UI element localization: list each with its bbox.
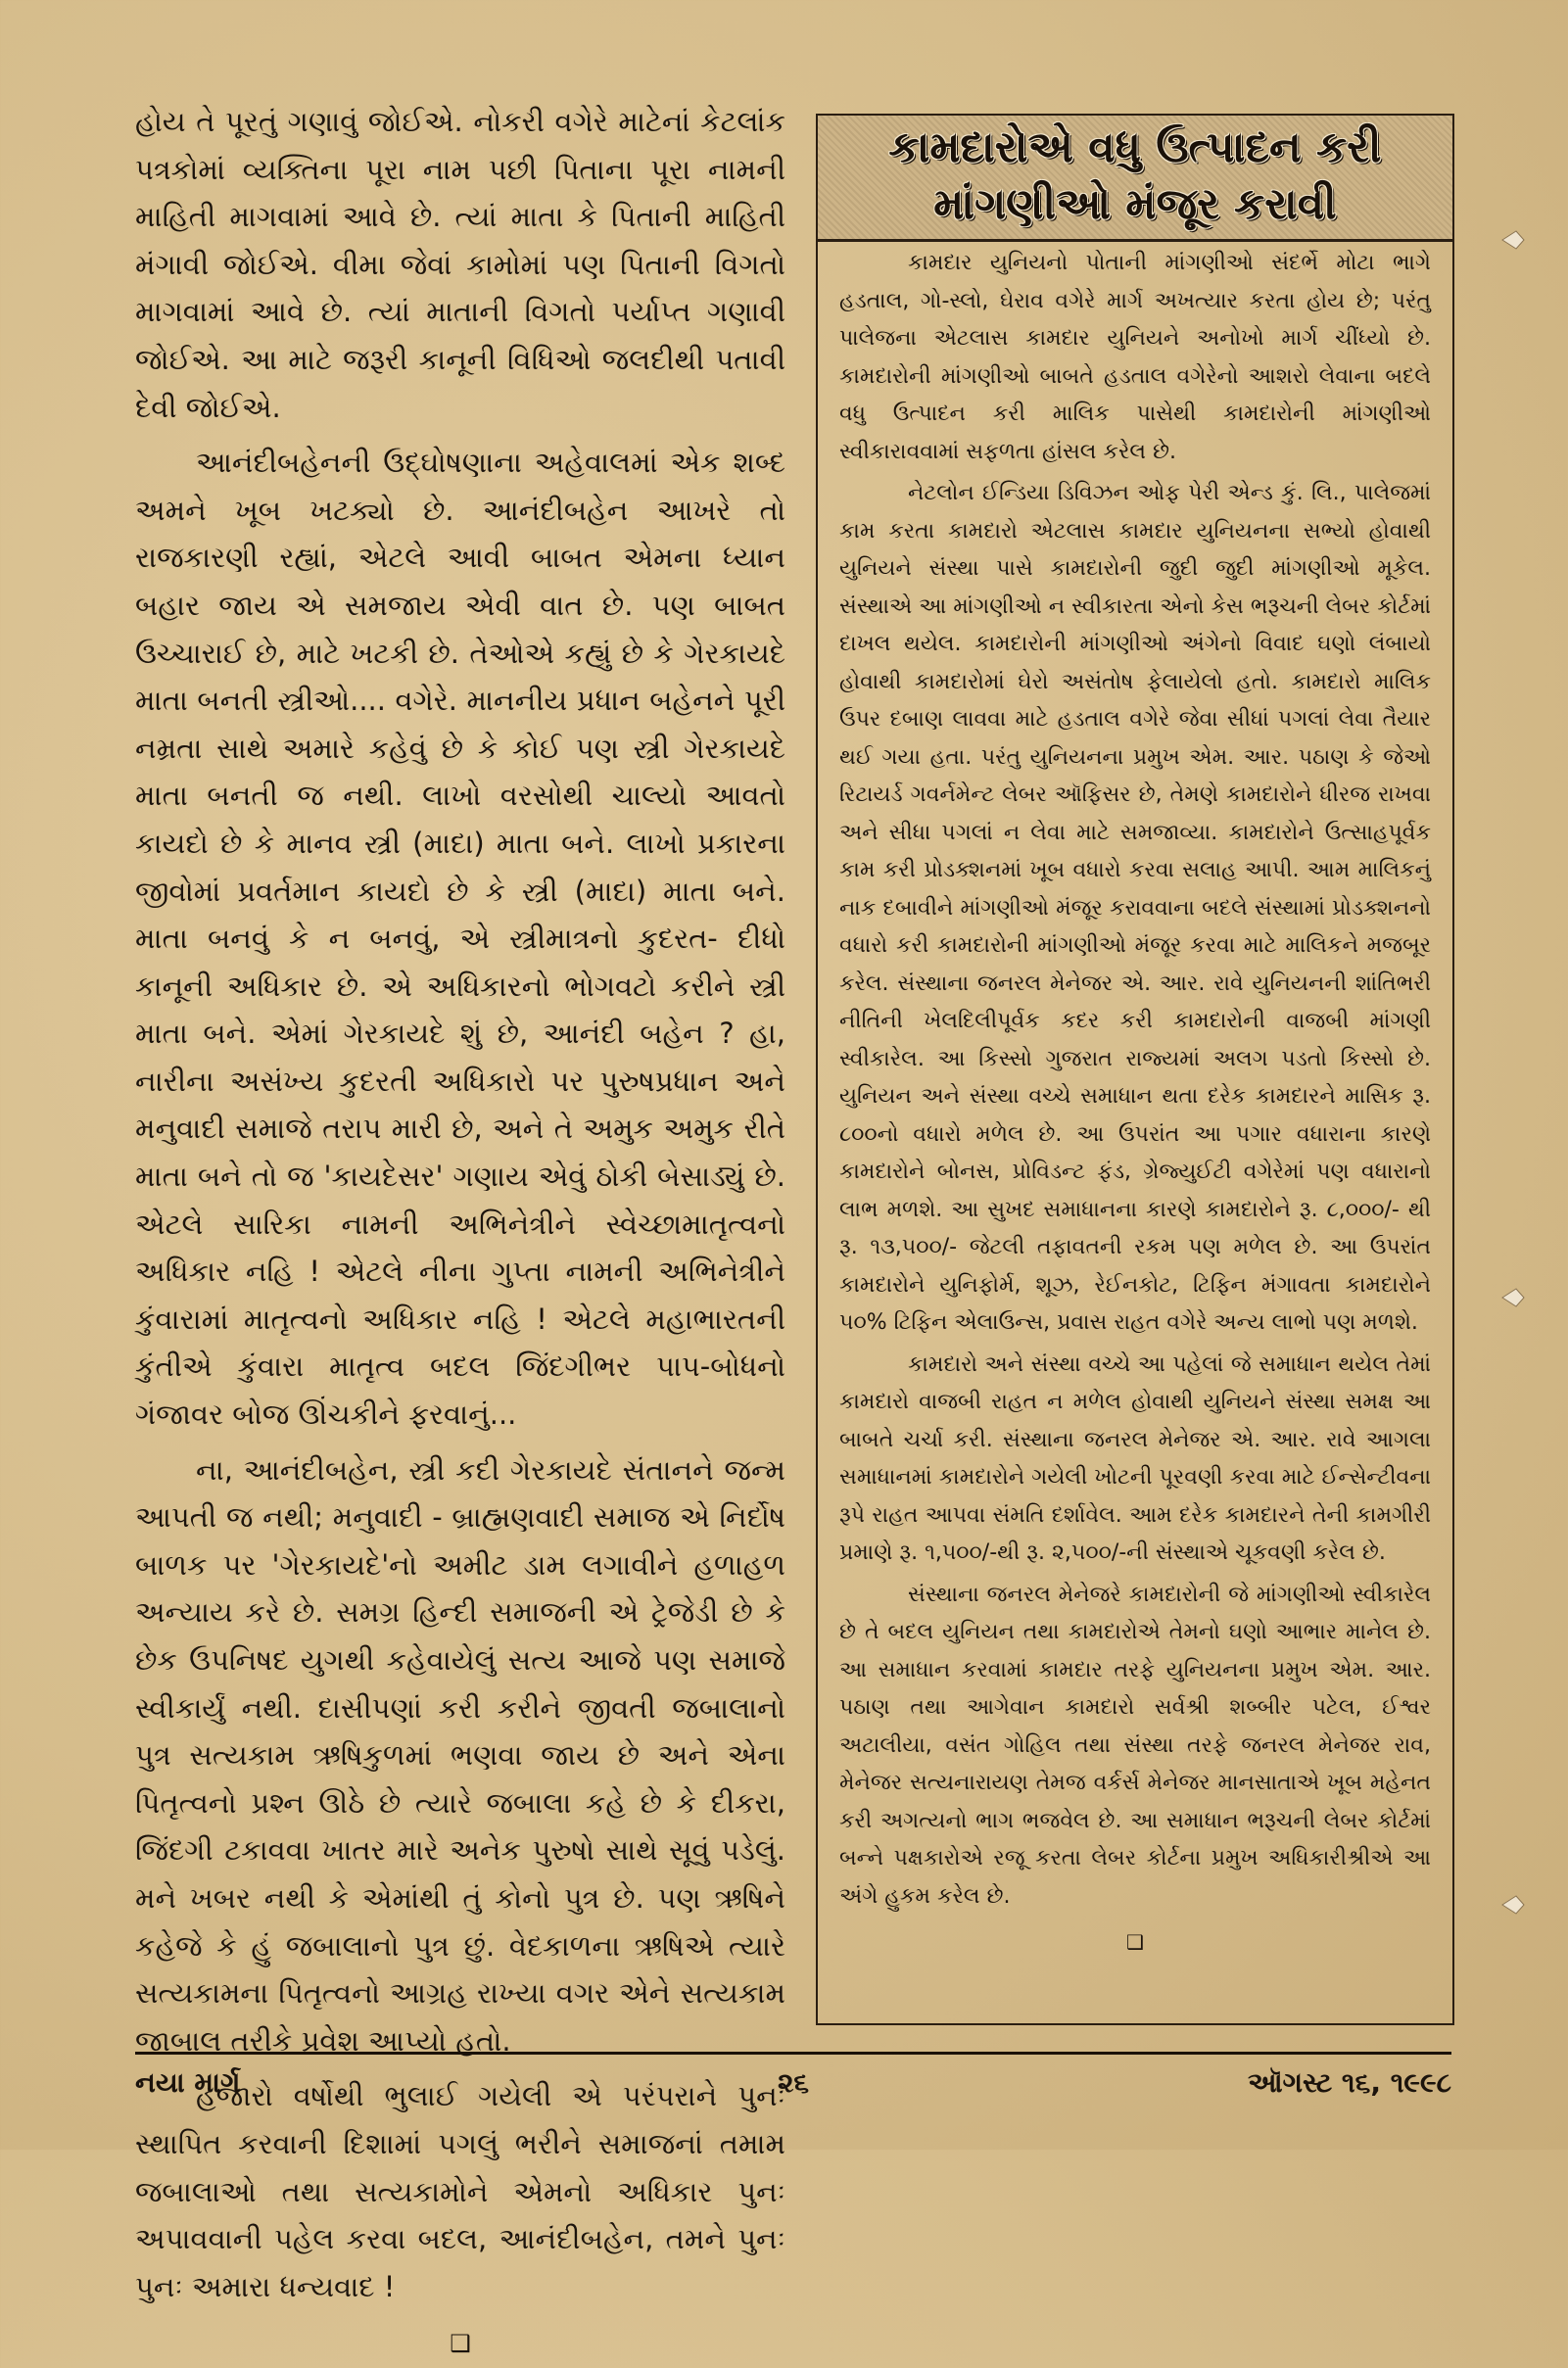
page-footer	[135, 2066, 1451, 2106]
staple-hole-icon	[1498, 225, 1528, 255]
left-column-article	[135, 98, 785, 2368]
article-body	[839, 245, 1431, 1962]
paragraph: સંસ્થાના જનરલ મેનેજરે કામદારોની જે માંગણીઓ સ્વીકારેલ છે તે બદલ યુનિયન તથા કામદારોએ તેમનો ઘણો આભાર માનેલ છે. આ સમાધાન કરવામાં કામદાર તરફે યુનિયનના પ્રમુખ એમ. આર. પઠાણ તથા આગેવાન કામદારો સર્વશ્રી શબ્બીર પટેલ, ઈશ્વર અટાલીયા, વસંત ગોહિલ તથા સંસ્થા તરફે જનરલ મેનેજર રાવ, મેનેજર સત્યનારાયણ તેમજ વર્કર્સ મેનેજર માનસાતાએ ખૂબ મહેનત કરી અગત્યનો ભાગ ભજવેલ છે. આ સમાધાન ભરૂચની લેબર કોર્ટમાં બન્ને પક્ષકારોએ રજૂ કરતા લેબર કોર્ટના પ્રમુખ અધિકારીશ્રીએ આ અંગે હુકમ કરેલ છે.	[839, 1582, 1431, 1909]
headline-line-1: કામદારોએ વધુ ઉત્પાદન કરી	[888, 122, 1382, 172]
article-headline	[818, 116, 1452, 242]
headline-line-2: માંગણીઓ મંજૂર કરાવી	[933, 179, 1337, 229]
end-of-article-mark: ❑	[450, 2330, 471, 2358]
paragraph: હજારો વર્ષોથી ભુલાઈ ગયેલી એ પરંપરાને પુનઃ સ્થાપિત કરવાની દિશામાં પગલું ભરીને સમાજનાં તમામ જબાલાઓ તથા સત્યકામોને એમનો અધિકાર પુનઃ અપાવવાની પહેલ કરવા બદલ, આનંદીબહેન, તમને પુનઃ પુનઃ અમારા ધન્યવાદ !	[135, 2079, 785, 2303]
publication-name: નયા માર્ગ	[135, 2066, 241, 2099]
issue-date: ઑગસ્ટ ૧૬, ૧૯૯૮	[1247, 2066, 1451, 2099]
page-number: ૨૬	[777, 2066, 810, 2099]
paragraph: કામદારો અને સંસ્થા વચ્ચે આ પહેલાં જે સમાધાન થયેલ તેમાં કામદારો વાજબી રાહત ન મળેલ હોવાથી યુનિયને સંસ્થા સમક્ષ આ બાબતે ચર્ચા કરી. સંસ્થાના જનરલ મેનેજર એ. આર. રાવે આગલા સમાધાનમાં કામદારોને ગયેલી ખોટની પૂરવણી કરવા માટે ઈન્સેન્ટીવના રૂપે રાહત આપવા સંમતિ દર્શાવેલ. આમ દરેક કામદારને તેની કામગીરી પ્રમાણે રૂ. ૧,૫૦૦/-થી રૂ. ૨,૫૦૦/-ની સંસ્થાએ ચૂકવણી કરેલ છે.	[839, 1351, 1431, 1565]
staple-hole-icon	[1498, 1283, 1528, 1312]
paragraph: ના, આનંદીબહેન, સ્ત્રી કદી ગેરકાયદે સંતાનને જન્મ આપતી જ નથી; મનુવાદી - બ્રાહ્મણવાદી સમાજ એ નિર્દોષ બાળક પર 'ગેરકાયદે'નો અમીટ ડામ લગાવીને હળાહળ અન્યાય કરે છે. સમગ્ર હિન્દી સમાજની એ ટ્રેજેડી છે કે છેક ઉપનિષદ યુગથી કહેવાયેલું સત્ય આજે પણ સમાજે સ્વીકાર્યું નથી. દાસીપણાં કરી કરીને જીવતી જબાલાનો પુત્ર સત્યકામ ઋષિકુળમાં ભણવા જાય છે અને એના પિતૃત્વનો પ્રશ્ન ઊઠે છે ત્યારે જબાલા કહે છે કે દીકરા, જિંદગી ટકાવવા ખાતર મારે અનેક પુરુષો સાથે સૂવું પડેલું. મને ખબર નથી કે એમાંથી તું કોનો પુત્ર છે. પણ ઋષિને કહેજે કે હું જબાલાનો પુત્ર છું. વેદકાળના ઋષિએ ત્યારે સત્યકામના પિતૃત્વનો આગ્રહ રાખ્યા વગર એને સત્યકામ જાબાલ તરીકે પ્રવેશ આપ્યો હતો.	[135, 1452, 785, 2058]
staple-hole-icon	[1498, 1890, 1528, 1919]
footer-divider	[135, 2052, 1451, 2055]
paragraph: કામદાર યુનિયનો પોતાની માંગણીઓ સંદર્ભે મોટા ભાગે હડતાલ, ગો-સ્લો, ઘેરાવ વગેરે માર્ગ અખત્યાર કરતા હોય છે; પરંતુ પાલેજના એટલાસ કામદાર યુનિયને અનોખો માર્ગ ચીંધ્યો છે. કામદારોની માંગણીઓ બાબતે હડતાલ વગેરેનો આશરો લેવાના બદલે વધુ ઉત્પાદન કરી માલિક પાસેથી કામદારોની માંગણીઓ સ્વીકારાવવામાં સફળતા હાંસલ કરેલ છે.	[839, 251, 1431, 464]
sidebar-article-box	[816, 114, 1454, 2025]
paragraph: હોય તે પૂરતું ગણાવું જોઈએ. નોકરી વગેરે માટેનાં કેટલાંક પત્રકોમાં વ્યક્તિના પૂરા નામ પછી પિતાના પૂરા નામની માહિતી માગવામાં આવે છે. ત્યાં માતા કે પિતાની માહિતી મંગાવી જોઈએ. વીમા જેવાં કામોમાં પણ પિતાની વિગતો માગવામાં આવે છે. ત્યાં માતાની વિગતો પર્યાપ્ત ગણાવી જોઈએ. આ માટે જરૂરી કાનૂની વિધિઓ જલદીથી પતાવી દેવી જોઈએ.	[135, 105, 785, 424]
paragraph: આનંદીબહેનની ઉદ્‌ઘોષણાના અહેવાલમાં એક શબ્દ અમને ખૂબ ખટક્યો છે. આનંદીબહેન આખરે તો રાજકારણી રહ્યાં, એટલે આવી બાબત એમના ધ્યાન બહાર જાય એ સમજાય એવી વાત છે. પણ બાબત ઉચ્ચારાઈ છે, માટે ખટકી છે. તેઓએ કહ્યું છે કે ગેરકાયદે માતા બનતી સ્ત્રીઓ.... વગેરે. માનનીય પ્રધાન બહેનને પૂરી નમ્રતા સાથે અમારે કહેવું છે કે કોઈ પણ સ્ત્રી ગેરકાયદે માતા બનતી જ નથી. લાખો વરસોથી ચાલ્યો આવતો કાયદો છે કે માનવ સ્ત્રી (માદા) માતા બને. લાખો પ્રકારના જીવોમાં પ્રવર્તમાન કાયદો છે કે સ્ત્રી (માદા) માતા બને. માતા બનવું કે ન બનવું, એ સ્ત્રીમાત્રનો કુદરત- દીધો કાનૂની અધિકાર છે. એ અધિકારનો ભોગવટો કરીને સ્ત્રી માતા બને. એમાં ગેરકાયદે શું છે, આનંદી બહેન ? હા, નારીના અસંખ્ય કુદરતી અધિકારો પર પુરુષપ્રધાન અને મનુવાદી સમાજે તરાપ મારી છે, અને તે અમુક અમુક રીતે માતા બને તો જ 'કાયદેસર' ગણાય એવું ઠોકી બેસાડ્યું છે. એટલે સારિકા નામની અભિનેત્રીને સ્વેચ્છામાતૃત્વનો અધિકાર નહિ ! એટલે નીના ગુપ્તા નામની અભિનેત્રીને કુંવારામાં માતૃત્વનો અધિકાર નહિ ! એટલે મહાભારતની કુંતીએ કુંવારા માતૃત્વ બદલ જિંદગીભર પાપ-બોધનો ગંજાવર બોજ ઊંચકીને ફરવાનું...	[135, 446, 785, 1432]
end-of-article-mark: ❑	[1126, 1930, 1144, 1954]
paragraph: નેટલોન ઈન્ડિયા ડિવિઝન ઓફ પેરી એન્ડ કું. લિ., પાલેજમાં કામ કરતા કામદારો એટલાસ કામદાર યુનિયનના સભ્યો હોવાથી યુનિયને સંસ્થા પાસે કામદારોની જુદી જુદી માંગણીઓ મૂકેલ. સંસ્થાએ આ માંગણીઓ ન સ્વીકારતા એનો કેસ ભરૂચની લેબર કોર્ટમાં દાખલ થયેલ. કામદારોની માંગણીઓ અંગેનો વિવાદ ઘણો લંબાયો હોવાથી કામદારોમાં ઘેરો અસંતોષ ફેલાયેલો હતો. કામદારો માલિક ઉપર દબાણ લાવવા માટે હડતાલ વગેરે જેવા સીધાં પગલાં લેવા તૈયાર થઈ ગયા હતા. પરંતુ યુનિયનના પ્રમુખ એમ. આર. પઠાણ કે જેઓ રિટાયર્ડ ગવર્નમેન્ટ લેબર ઑફિસર છે, તેમણે કામદારોને ધીરજ રાખવા અને સીધા પગલાં ન લેવા માટે સમજાવ્યા. કામદારોને ઉત્સાહપૂર્વક કામ કરી પ્રોડક્શનમાં ખૂબ વધારો કરવા સલાહ આપી. આમ માલિકનું નાક દબાવીને માંગણીઓ મંજૂર કરાવવાના બદલે સંસ્થામાં પ્રોડક્શનનો વધારો કરી કામદારોની માંગણીઓ મંજૂર કરવા માટે માલિકને મજબૂર કરેલ. સંસ્થાના જનરલ મેનેજર એ. આર. રાવે યુનિયનની શાંતિભરી નીતિની ખેલદિલીપૂર્વક કદર કરી કામદારોની વાજબી માંગણી સ્વીકારેલ. આ કિસ્સો ગુજરાત રાજ્યમાં અલગ પડતો કિસ્સો છે. યુનિયન અને સંસ્થા વચ્ચે સમાધાન થતા દરેક કામદારને માસિક રૂ. ૮૦૦નો વધારો મળેલ છે. આ ઉપરાંત આ પગાર વધારાના કારણે કામદારોને બોનસ, પ્રોવિડન્ટ ફંડ, ગ્રેજ્યુઈટી વગેરેમાં પણ વધારાનો લાભ મળશે. આ સુખદ સમાધાનના કારણે કામદારોને રૂ. ૮,૦૦૦/- થી રૂ. ૧૩,૫૦૦/- જેટલી તફાવતની રકમ પણ મળેલ છે. આ ઉપરાંત કામદારોને યુનિફોર્મ, શૂઝ, રેઈનકોટ, ટિફિન મંગાવતા કામદારોને ૫૦% ટિફિન એલાઉન્સ, પ્રવાસ રાહત વગેરે અન્ય લાભો પણ મળશે.	[839, 481, 1431, 1335]
